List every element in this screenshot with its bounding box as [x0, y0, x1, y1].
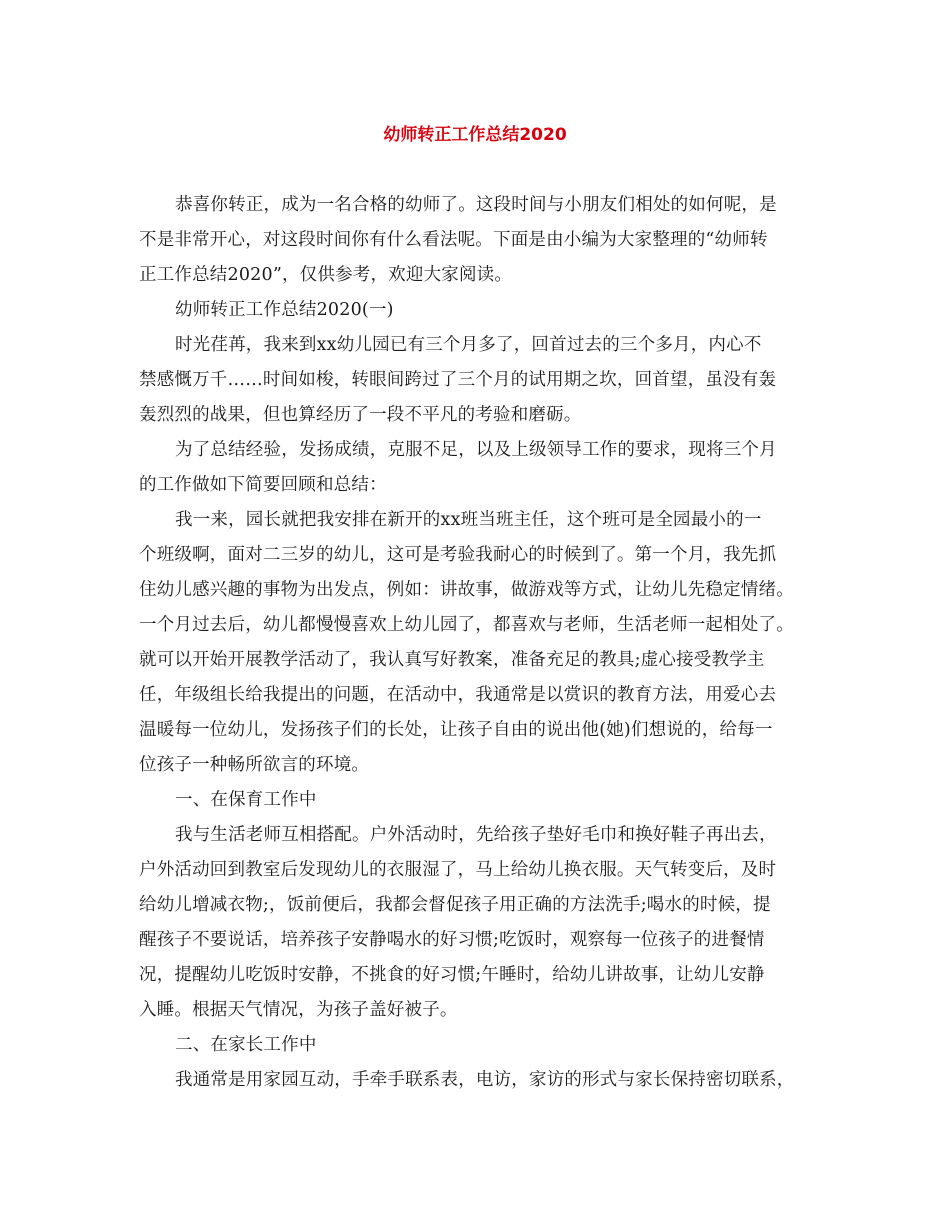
paragraph-line: 个班级啊，面对二三岁的幼儿，这可是考验我耐心的时候到了。第一个月，我先抓	[139, 545, 777, 565]
paragraph-line: 我与生活老师互相搭配。户外活动时，先给孩子垫好毛巾和换好鞋子再出去，	[175, 825, 777, 845]
paragraph-line: 的工作做如下简要回顾和总结：	[139, 475, 387, 495]
paragraph-line: 恭喜你转正，成为一名合格的幼师了。这段时间与小朋友们相处的如何呢，是	[175, 195, 777, 215]
paragraph-line: 给幼儿增减衣物;，饭前便后，我都会督促孩子用正确的方法洗手;喝水的时候，提	[139, 895, 771, 915]
section-heading: 二、在家长工作中	[175, 1035, 317, 1055]
paragraph-line: 住幼儿感兴趣的事物为出发点，例如：讲故事，做游戏等方式，让幼儿先稳定情绪。	[139, 580, 794, 600]
paragraph-line: 醒孩子不要说话，培养孩子安静喝水的好习惯;吃饭时，观察每一位孩子的进餐情	[139, 930, 765, 950]
paragraph-line: 温暖每一位幼儿，发扬孩子们的长处，让孩子自由的说出他(她)们想说的，给每一	[139, 720, 773, 740]
document-title: 幼师转正工作总结2020	[383, 125, 567, 145]
paragraph-line: 轰烈烈的战果，但也算经历了一段不平凡的考验和磨砺。	[139, 405, 582, 425]
paragraph-line: 任，年级组长给我提出的问题，在活动中，我通常是以赏识的教育方法，用爱心去	[139, 685, 777, 705]
paragraph-line: 户外活动回到教室后发现幼儿的衣服湿了，马上给幼儿换衣服。天气转变后，及时	[139, 860, 777, 880]
paragraph-line: 况，提醒幼儿吃饭时安静，不挑食的好习惯;午睡时，给幼儿讲故事，让幼儿安静	[139, 965, 765, 985]
paragraph-line: 为了总结经验，发扬成绩，克服不足，以及上级领导工作的要求，现将三个月	[175, 440, 777, 460]
paragraph-line: 禁感慨万千……时间如梭，转眼间跨过了三个月的试用期之坎，回首望，虽没有轰	[139, 370, 777, 390]
paragraph-line: 正工作总结2020”，仅供参考，欢迎大家阅读。	[139, 265, 513, 285]
paragraph-line: 不是非常开心，对这段时间你有什么看法呢。下面是由小编为大家整理的“幼师转	[139, 230, 768, 250]
paragraph-line: 位孩子一种畅所欲言的环境。	[139, 755, 370, 775]
paragraph-line: 入睡。根据天气情况，为孩子盖好被子。	[139, 1000, 458, 1020]
section-heading: 幼师转正工作总结2020(一)	[175, 300, 394, 320]
paragraph-line: 时光荏苒，我来到xx幼儿园已有三个月多了，回首过去的三个多月，内心不	[175, 335, 762, 355]
paragraph-line: 我一来，园长就把我安排在新开的xx班当班主任，这个班可是全园最小的一	[175, 510, 762, 530]
paragraph-line: 就可以开始开展教学活动了，我认真写好教案，准备充足的教具;虚心接受教学主	[139, 650, 765, 670]
paragraph-line: 我通常是用家园互动，手牵手联系表，电访，家访的形式与家长保持密切联系，	[175, 1070, 795, 1090]
section-heading: 一、在保育工作中	[175, 790, 317, 810]
paragraph-line: 一个月过去后，幼儿都慢慢喜欢上幼儿园了，都喜欢与老师，生活老师一起相处了。	[139, 615, 794, 635]
